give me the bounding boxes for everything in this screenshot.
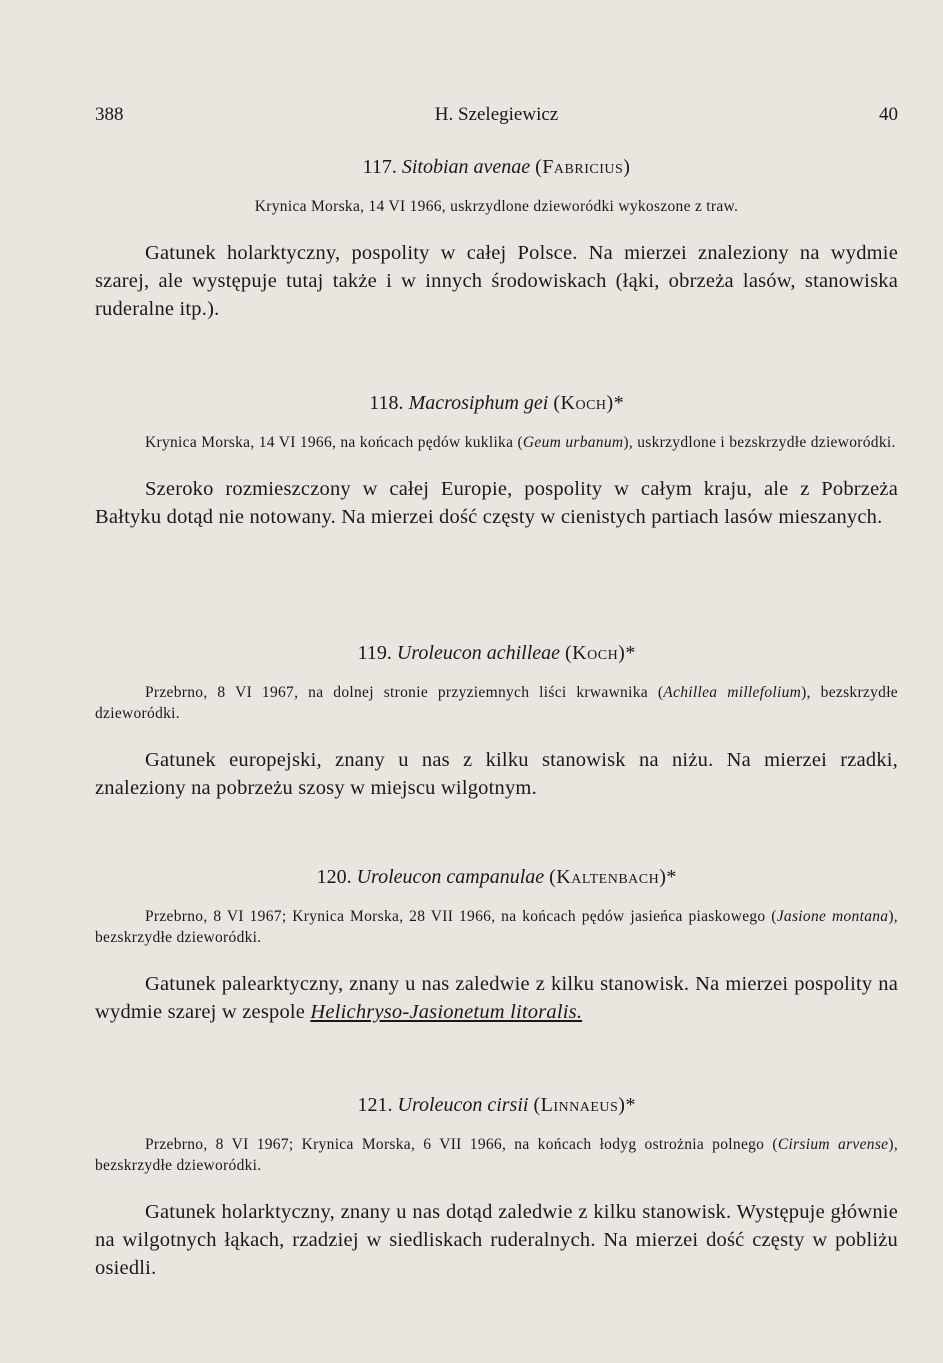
species-authority: (Koch) <box>553 392 614 414</box>
species-entry-120 <box>95 866 898 1026</box>
species-number: 120. <box>316 866 352 888</box>
issue-number: 40 <box>879 104 898 125</box>
species-authority: (Koch) <box>565 642 626 664</box>
species-title <box>95 392 898 415</box>
species-name: Uroleucon campanulae <box>356 866 545 888</box>
locality-part: Przebrno, 8 VI 1967; Krynica Morska, 6 VII 1966, na końcach łodyg ostrożnia polnego ( <box>145 1136 778 1153</box>
locality-text <box>95 1134 898 1176</box>
locality-part: ), bezskrzydłe dzieworódki. <box>95 684 898 722</box>
locality-part: Krynica Morska, 14 VI 1966, na końcach pędów kuklika ( <box>145 434 523 451</box>
locality-text <box>95 906 898 948</box>
species-name: Uroleucon achilleae <box>396 642 561 664</box>
locality-text <box>95 682 898 724</box>
species-number: 119. <box>357 642 392 664</box>
locality-text: Krynica Morska, 14 VI 1966, uskrzydlone dzieworódki wykoszone z traw. <box>254 198 739 215</box>
locality-part: ), uskrzydlone i bezskrzydłe dzieworódki. <box>623 434 896 451</box>
species-asterisk: * <box>625 1094 636 1116</box>
species-title <box>95 156 898 179</box>
locality-part: Przebrno, 8 VI 1967, na dolnej stronie przyziemnych liści krwawnika ( <box>145 684 664 701</box>
species-asterisk: * <box>625 642 636 664</box>
species-title <box>95 642 898 665</box>
description-text: Szeroko rozmieszczony w całej Europie, pospolity w całym kraju, ale z Pobrzeża Bałtyku dotąd nie notowany. Na mierzei dość częsty w cienistych partiach lasów mieszanych. <box>95 478 898 528</box>
host-plant-name: Geum urbanum <box>522 434 624 451</box>
species-number: 117. <box>362 156 397 178</box>
plant-association-name: Helichryso-Jasionetum litoralis. <box>310 1001 583 1023</box>
species-entry-119 <box>95 642 898 802</box>
species-number: 121. <box>357 1094 393 1116</box>
running-header <box>95 104 898 130</box>
description-text: Gatunek europejski, znany u nas z kilku stanowisk na niżu. Na mierzei rzadki, znaleziony na pobrzeżu szosy w miejscu wilgotnym. <box>95 749 898 799</box>
species-authority: (Fabricius) <box>535 156 631 178</box>
species-entry-117 <box>95 156 898 323</box>
running-author: H. Szelegiewicz <box>434 104 559 125</box>
species-name: Macrosiphum gei <box>408 392 549 414</box>
page-number: 388 <box>95 104 124 125</box>
species-asterisk: * <box>613 392 624 414</box>
species-entry-118 <box>95 392 898 531</box>
description-text: Gatunek holarktyczny, pospolity w całej Polsce. Na mierzei znaleziony na wydmie szarej, ale występuje tutaj także i w innych środowiskach (łąki, obrzeża lasów, stanowiska ruderalne itp.). <box>95 242 898 320</box>
description-part: Gatunek palearktyczny, znany u nas zaledwie z kilku stanowisk. Na mierzei pospolity na wydmie szarej w zespole <box>95 973 898 1023</box>
locality-text <box>95 432 898 453</box>
species-number: 118. <box>369 392 404 414</box>
locality-part: Przebrno, 8 VI 1967; Krynica Morska, 28 VII 1966, na końcach pędów jasieńca piaskowego ( <box>145 908 777 925</box>
host-plant-name: Achillea millefolium <box>663 684 802 701</box>
species-asterisk: * <box>666 866 677 888</box>
species-authority: (Kaltenbach) <box>549 866 667 888</box>
species-title <box>95 1094 898 1117</box>
species-title <box>95 866 898 889</box>
species-authority: (Linnaeus) <box>533 1094 626 1116</box>
species-name: Uroleucon cirsii <box>397 1094 529 1116</box>
description-text <box>95 970 898 1026</box>
host-plant-name: Jasione montana <box>776 908 889 925</box>
species-name: Sitobian avenae <box>401 156 531 178</box>
host-plant-name: Cirsium arvense <box>777 1136 889 1153</box>
locality-part: ), bezskrzydłe dzieworódki. <box>95 908 898 946</box>
species-entry-121 <box>95 1094 898 1282</box>
locality-part: ), bezskrzydłe dzieworódki. <box>95 1136 898 1174</box>
description-text: Gatunek holarktyczny, znany u nas dotąd zaledwie z kilku stanowisk. Występuje głównie na wilgotnych łąkach, rzadziej w siedliskach ruderalnych. Na mierzei dość częsty w pobliżu osiedli. <box>95 1201 898 1279</box>
